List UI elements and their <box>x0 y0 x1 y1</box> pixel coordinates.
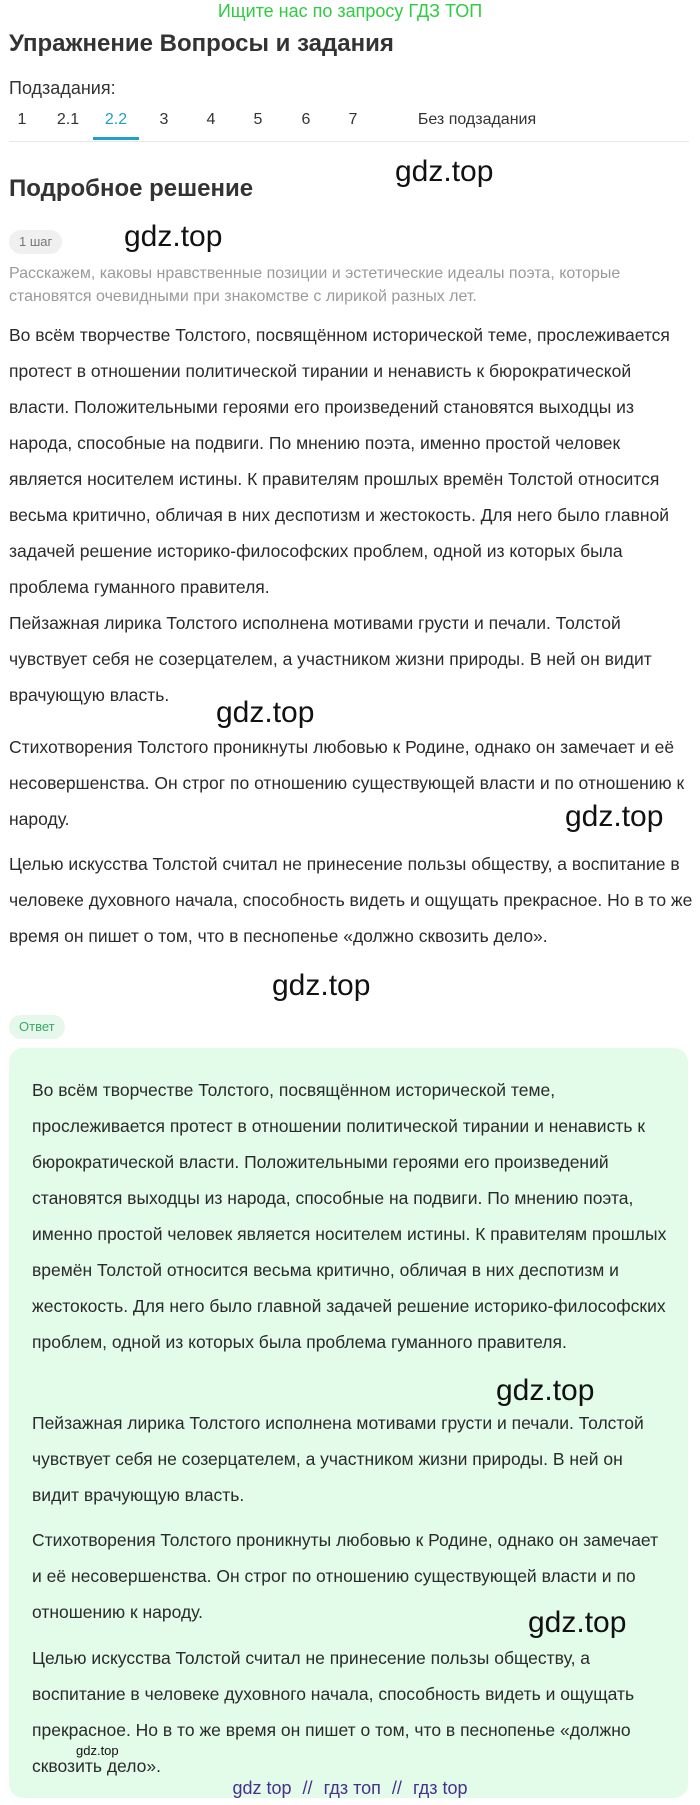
tab-5[interactable]: 5 <box>253 111 263 128</box>
footer-links <box>0 1778 700 1799</box>
answer-paragraph: Целью искусства Толстой считал не принесение пользы обществу, а воспитание в человеке духовного начала, способность видеть и ощущать прекрасное. Но в то же время он пишет о том, что в песнопенье «должно сквозить дело». <box>32 1648 635 1776</box>
hint-text: Расскажем, каковы нравственные позиции и эстетические идеалы поэта, которые становятся очевидными при знакомстве с лирикой разных лет. <box>9 265 621 305</box>
watermark: gdz.top <box>216 696 315 729</box>
solution-paragraph: Стихотворения Толстого проникнуты любовью к Родине, однако он замечает и её несовершенства. Он строг по отношению существующей власти и по отношению к народу. <box>9 737 685 829</box>
answer-paragraph: Во всём творчестве Толстого, посвящённом исторической теме, прослеживается протест в отношении политической тирании и ненависть к бюрократической власти. Положительными героями его произведений становятся выходцы из народа, способные на подвиги. По мнению поэта, именно простой человек является носителем истины. К правителям прошлых времён Толстой относится весьма критично, обличая в них деспотизм и жестокость. Для него было главной задачей решение историко-философских проблем, одной из которых была проблема гуманного правителя. <box>32 1080 667 1352</box>
watermark: gdz.top <box>124 220 223 253</box>
tab-4[interactable]: 4 <box>206 111 216 128</box>
subtasks-label: Подзадания: <box>9 78 116 98</box>
watermark: gdz.top <box>528 1606 627 1639</box>
footer-link-gdz-top-mixed[interactable]: гдз top <box>412 1778 468 1798</box>
page-title: Упражнение Вопросы и задания <box>9 30 394 57</box>
tab-no-subtask[interactable]: Без подзадания <box>417 111 537 128</box>
tab-3[interactable]: 3 <box>159 111 169 128</box>
solution-paragraph: Целью искусства Толстой считал не принесение пользы обществу, а воспитание в человеке духовного начала, способность видеть и ощущать прекрасное. Но в то же время он пишет о том, что в песнопенье «должно сквозить дело». <box>9 854 693 946</box>
tab-2-1[interactable]: 2.1 <box>56 111 80 128</box>
watermark: gdz.top <box>565 800 664 833</box>
solution-paragraph: Пейзажная лирика Толстого исполнена мотивами грусти и печали. Толстой чувствует себя не созерцателем, а участником жизни природы. В ней он видит врачующую власть. <box>9 613 652 705</box>
answer-badge: Ответ <box>9 1015 65 1039</box>
tab-7[interactable]: 7 <box>348 111 358 128</box>
solution-title: Подробное решение <box>9 175 254 202</box>
subtask-tabs <box>9 108 689 142</box>
tab-6[interactable]: 6 <box>301 111 311 128</box>
tab-2-2[interactable]: 2.2 <box>93 108 139 140</box>
tab-1[interactable]: 1 <box>17 111 27 128</box>
step-badge: 1 шаг <box>9 230 62 254</box>
answer-paragraph: Стихотворения Толстого проникнуты любовью к Родине, однако он замечает и её несовершенства. Он строг по отношению существующей власти и по отношению к народу. <box>32 1530 659 1622</box>
watermark: gdz.top <box>496 1374 595 1407</box>
footer-link-gdz-top[interactable]: gdz top <box>232 1778 292 1798</box>
footer-separator: // <box>391 1778 402 1798</box>
watermark: gdz.top <box>395 155 494 188</box>
watermark: gdz.top <box>272 969 371 1002</box>
footer-link-gdz-top-ru[interactable]: гдз топ <box>323 1778 381 1798</box>
footer-separator: // <box>302 1778 313 1798</box>
top-banner: Ищите нас по запросу ГДЗ ТОП <box>217 1 483 21</box>
answer-paragraph: Пейзажная лирика Толстого исполнена мотивами грусти и печали. Толстой чувствует себя не созерцателем, а участником жизни природы. В ней он видит врачующую власть. <box>32 1413 644 1505</box>
watermark-small: gdz.top <box>76 1743 119 1758</box>
solution-paragraph: Во всём творчестве Толстого, посвящённом исторической теме, прослеживается протест в отношении политической тирании и ненависть к бюрократической власти. Положительными героями его произведений становятся выходцы из народа, способные на подвиги. По мнению поэта, именно простой человек является носителем истины. К правителям прошлых времён Толстой относится весьма критично, обличая в них деспотизм и жестокость. Для него было главной задачей решение историко-философских проблем, одной из которых была проблема гуманного правителя. <box>9 325 670 597</box>
